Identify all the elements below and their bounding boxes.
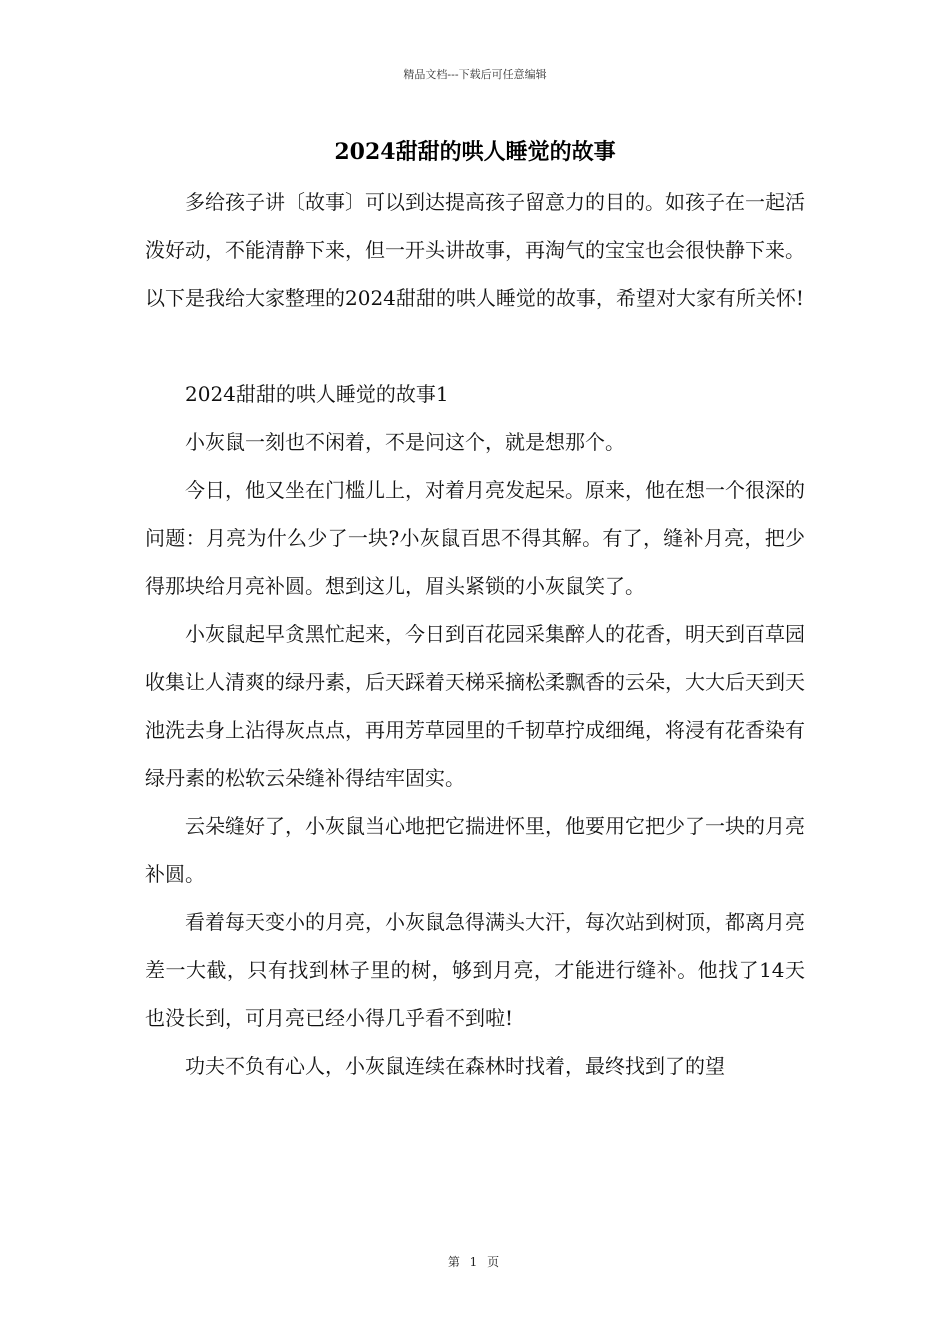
page-header: 精品文档---下载后可任意编辑 (403, 68, 547, 81)
document-body (145, 178, 805, 1090)
story-paragraph: 今日，他又坐在门槛儿上，对着月亮发起呆。原来，他在想一个很深的问题：月亮为什么少了一块?小灰鼠百思不得其解。有了，缝补月亮，把少得那块给月亮补圆。想到这儿，眉头紧锁的小灰鼠笑了。 (145, 478, 805, 598)
story-paragraph: 小灰鼠一刻也不闲着，不是问这个，就是想那个。 (185, 430, 625, 454)
page-number: 第 1 页 (447, 1255, 503, 1269)
intro-paragraph: 多给孩子讲〔故事〕可以到达提高孩子留意力的目的。如孩子在一起活泼好动，不能清静下来，但一开头讲故事，再淘气的宝宝也会很快静下来。以下是我给大家整理的2024甜甜的哄人睡觉的故事，希望对大家有所关怀! (145, 190, 805, 310)
story-paragraph: 功夫不负有心人，小灰鼠连续在森林时找着，最终找到了的望 (185, 1054, 725, 1078)
story-paragraph: 小灰鼠起早贪黑忙起来，今日到百花园采集醉人的花香，明天到百草园收集让人清爽的绿丹素，后天踩着天梯采摘松柔飘香的云朵，大大后天到天池洗去身上沾得灰点点，再用芳草园里的千韧草拧成细绳，将浸有花香染有绿丹素的松软云朵缝补得结牢固实。 (145, 622, 805, 790)
story-paragraph: 云朵缝好了，小灰鼠当心地把它揣进怀里，他要用它把少了一块的月亮补圆。 (145, 814, 805, 886)
document-title: 2024甜甜的哄人睡觉的故事 (334, 139, 616, 165)
section-heading: 2024甜甜的哄人睡觉的故事1 (185, 382, 449, 406)
story-paragraph: 看着每天变小的月亮，小灰鼠急得满头大汗，每次站到树顶，都离月亮差一大截，只有找到林子里的树，够到月亮，才能进行缝补。他找了14天也没长到，可月亮已经小得几乎看不到啦! (145, 910, 805, 1030)
